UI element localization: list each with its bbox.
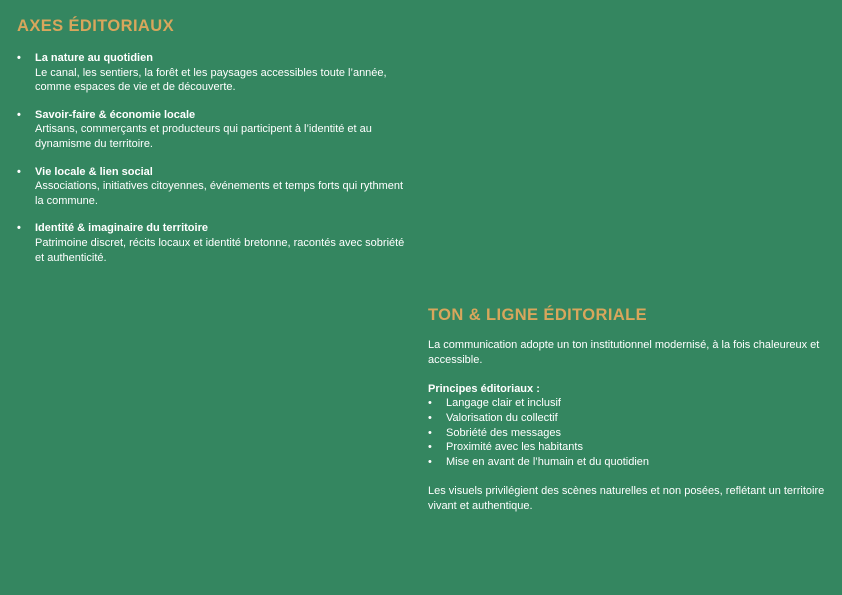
bullet: •	[428, 397, 432, 410]
axis-description: Associations, initiatives citoyennes, événements et temps forts qui rythment la commune.	[35, 180, 404, 207]
axis-item-identite	[17, 221, 412, 265]
principle-label: Mise en avant de l’humain et du quotidien	[446, 455, 650, 468]
axis-description: Le canal, les sentiers, la forêt et les paysages accessibles toute l’année, comme espaces de vie et de découverte.	[35, 66, 387, 94]
list-item	[428, 455, 828, 470]
bullet: •	[17, 165, 21, 178]
bullet: •	[428, 411, 432, 424]
axis-item-vie-locale	[17, 165, 412, 209]
principle-label: Proximité avec les habitants	[446, 441, 583, 454]
list-item	[428, 396, 828, 411]
axes-editoriaux-title: AXES ÉDITORIAUX	[17, 17, 174, 35]
axis-description: Artisans, commerçants et producteurs qui participent à l’identité et au dynamisme du territoire.	[35, 123, 372, 150]
axis-description: Patrimoine discret, récits locaux et identité bretonne, racontés avec sobriété et authenticité.	[35, 236, 405, 264]
ton-closing: Les visuels privilégient des scènes naturelles et non posées, reflétant un territoire vivant et authentique.	[428, 484, 825, 512]
ton-intro: La communication adopte un ton institutionnel modernisé, à la fois chaleureux et accessible.	[428, 339, 820, 366]
bullet: •	[17, 222, 21, 235]
axis-title: Vie locale & lien social	[35, 165, 153, 178]
axes-list	[17, 51, 412, 278]
principle-label: Valorisation du collectif	[446, 411, 558, 424]
principles-list	[428, 396, 828, 469]
ton-ligne-editoriale-title: TON & LIGNE ÉDITORIALE	[428, 306, 648, 324]
list-item	[428, 426, 828, 441]
list-item	[428, 440, 828, 455]
axis-item-nature	[17, 51, 412, 95]
bullet: •	[428, 426, 432, 439]
principles-title: Principes éditoriaux :	[428, 382, 540, 395]
ton-block	[428, 338, 828, 513]
principle-label: Langage clair et inclusif	[446, 397, 561, 410]
axis-title: La nature au quotidien	[35, 52, 153, 64]
bullet: •	[428, 441, 432, 454]
bullet: •	[428, 455, 432, 468]
axis-title: Savoir-faire & économie locale	[35, 108, 196, 121]
principle-label: Sobriété des messages	[446, 426, 561, 439]
axis-title: Identité & imaginaire du territoire	[35, 222, 208, 235]
bullet: •	[17, 52, 21, 64]
bullet: •	[17, 108, 21, 121]
list-item	[428, 411, 828, 426]
axis-item-savoir-faire	[17, 108, 412, 152]
